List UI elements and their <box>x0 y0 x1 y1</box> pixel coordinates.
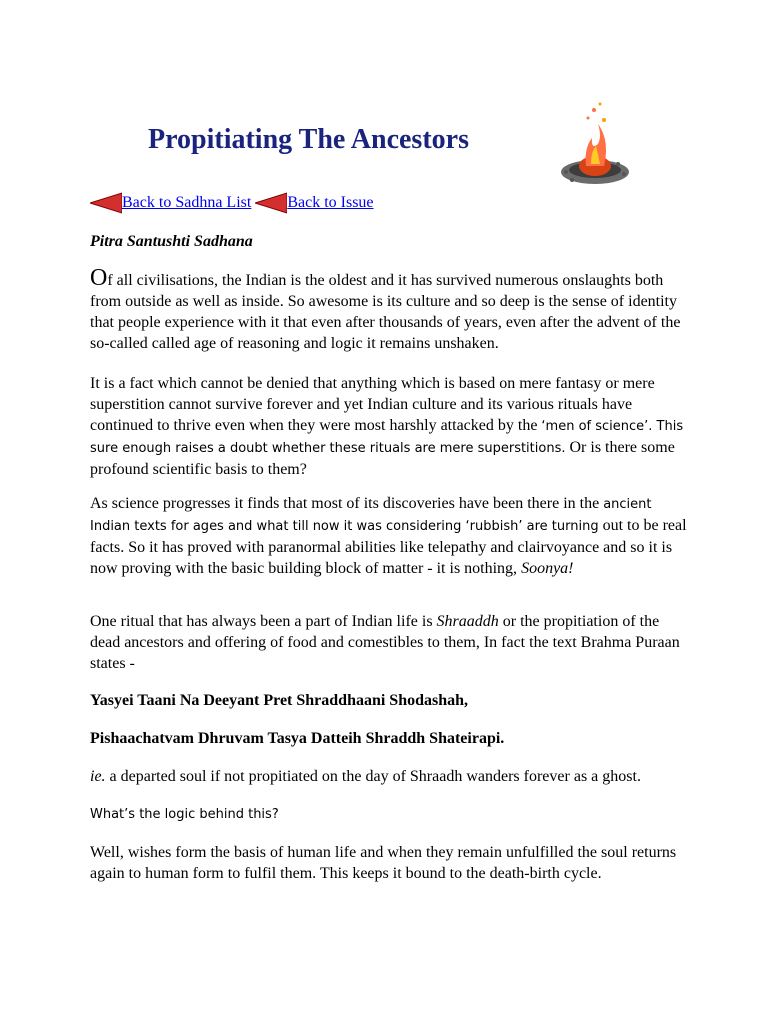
paragraph-1-text: f all civilisations, the Indian is the oldest and it has survived numerous onslaughts both from outside as well as inside. So awesome is its culture and so deep is the sense of identity that people experience with it that even after thousands of years, even after the advent of the so-called called age of reasoning and logic it remains unshaken. <box>90 272 681 352</box>
page-title: Propitiating The Ancestors <box>148 124 469 155</box>
verse-line-1 <box>90 690 690 711</box>
paragraph-7-text: Well, wishes form the basis of human life and when they remain unfulfilled the soul returns again to human form to fulfil them. This keeps it bound to the death-birth cycle. <box>90 844 677 882</box>
paragraph-3-text-a: As science progresses it finds that most of its discoveries have been there in the <box>90 495 604 512</box>
paragraph-3-text-b: ancient Indian texts for ages and what till now it was considering ‘rubbish’ are turning <box>90 497 652 534</box>
paragraph-4-text-c: or the propitiation of the dead ancestors and offering of food and comestibles to them, In fact the text Brahma Puraan states - <box>90 613 680 672</box>
arrow-left-icon <box>255 192 287 214</box>
subtitle <box>90 231 690 252</box>
paragraph-1 <box>90 265 690 354</box>
paragraph-7 <box>90 842 690 884</box>
paragraph-2-text-a: It is a fact which cannot be denied that anything which is based on mere fantasy or mere superstition cannot survive forever and yet Indian culture and its various rituals have continued to thrive even when they were most harshly attacked by the <box>90 375 655 434</box>
verse-line-1-text: Yasyei Taani Na Deeyant Pret Shraddhaani Shodashah, <box>90 692 469 709</box>
arrow-left-icon <box>90 192 122 214</box>
paragraph-2 <box>90 373 690 480</box>
paragraph-5-text: a departed soul if not propitiated on the day of Shraadh wanders forever as a ghost. <box>105 768 641 785</box>
nav-links <box>90 192 374 216</box>
back-to-issue-link[interactable]: Back to Issue <box>287 194 374 211</box>
verse-line-2 <box>90 728 690 749</box>
subtitle-text: Pitra Santushti Sadhana <box>90 233 253 250</box>
paragraph-2-text-c: Or is there some profound scientific basis to them? <box>90 439 675 478</box>
paragraph-4-text-a: One ritual that has always been a part of Indian life is <box>90 613 437 630</box>
paragraph-2-text-b: ‘men of science’. This sure enough raises a doubt whether these rituals are mere superstitions. <box>90 419 684 456</box>
paragraph-3-text-c: out to be real facts. So it has proved with paranormal abilities like telepathy and clairvoyance and so it is now proving with the basic building block of matter - it is nothing, <box>90 517 687 577</box>
paragraph-6 <box>90 804 690 825</box>
paragraph-6-text: What’s the logic behind this? <box>90 807 279 822</box>
verse-line-2-text: Pishaachatvam Dhruvam Tasya Datteih Shraddh Shateirapi. <box>90 730 505 747</box>
paragraph-3 <box>90 493 690 579</box>
paragraph-4 <box>90 611 690 674</box>
back-to-sadhna-list-link[interactable]: Back to Sadhna List <box>122 194 252 211</box>
ie-text: ie. <box>90 768 106 785</box>
drop-cap: O <box>90 265 108 291</box>
campfire-icon <box>558 100 632 188</box>
shraaddh-text: Shraaddh <box>436 613 499 630</box>
soonya-text: Soonya! <box>521 560 574 577</box>
paragraph-5 <box>90 766 690 787</box>
